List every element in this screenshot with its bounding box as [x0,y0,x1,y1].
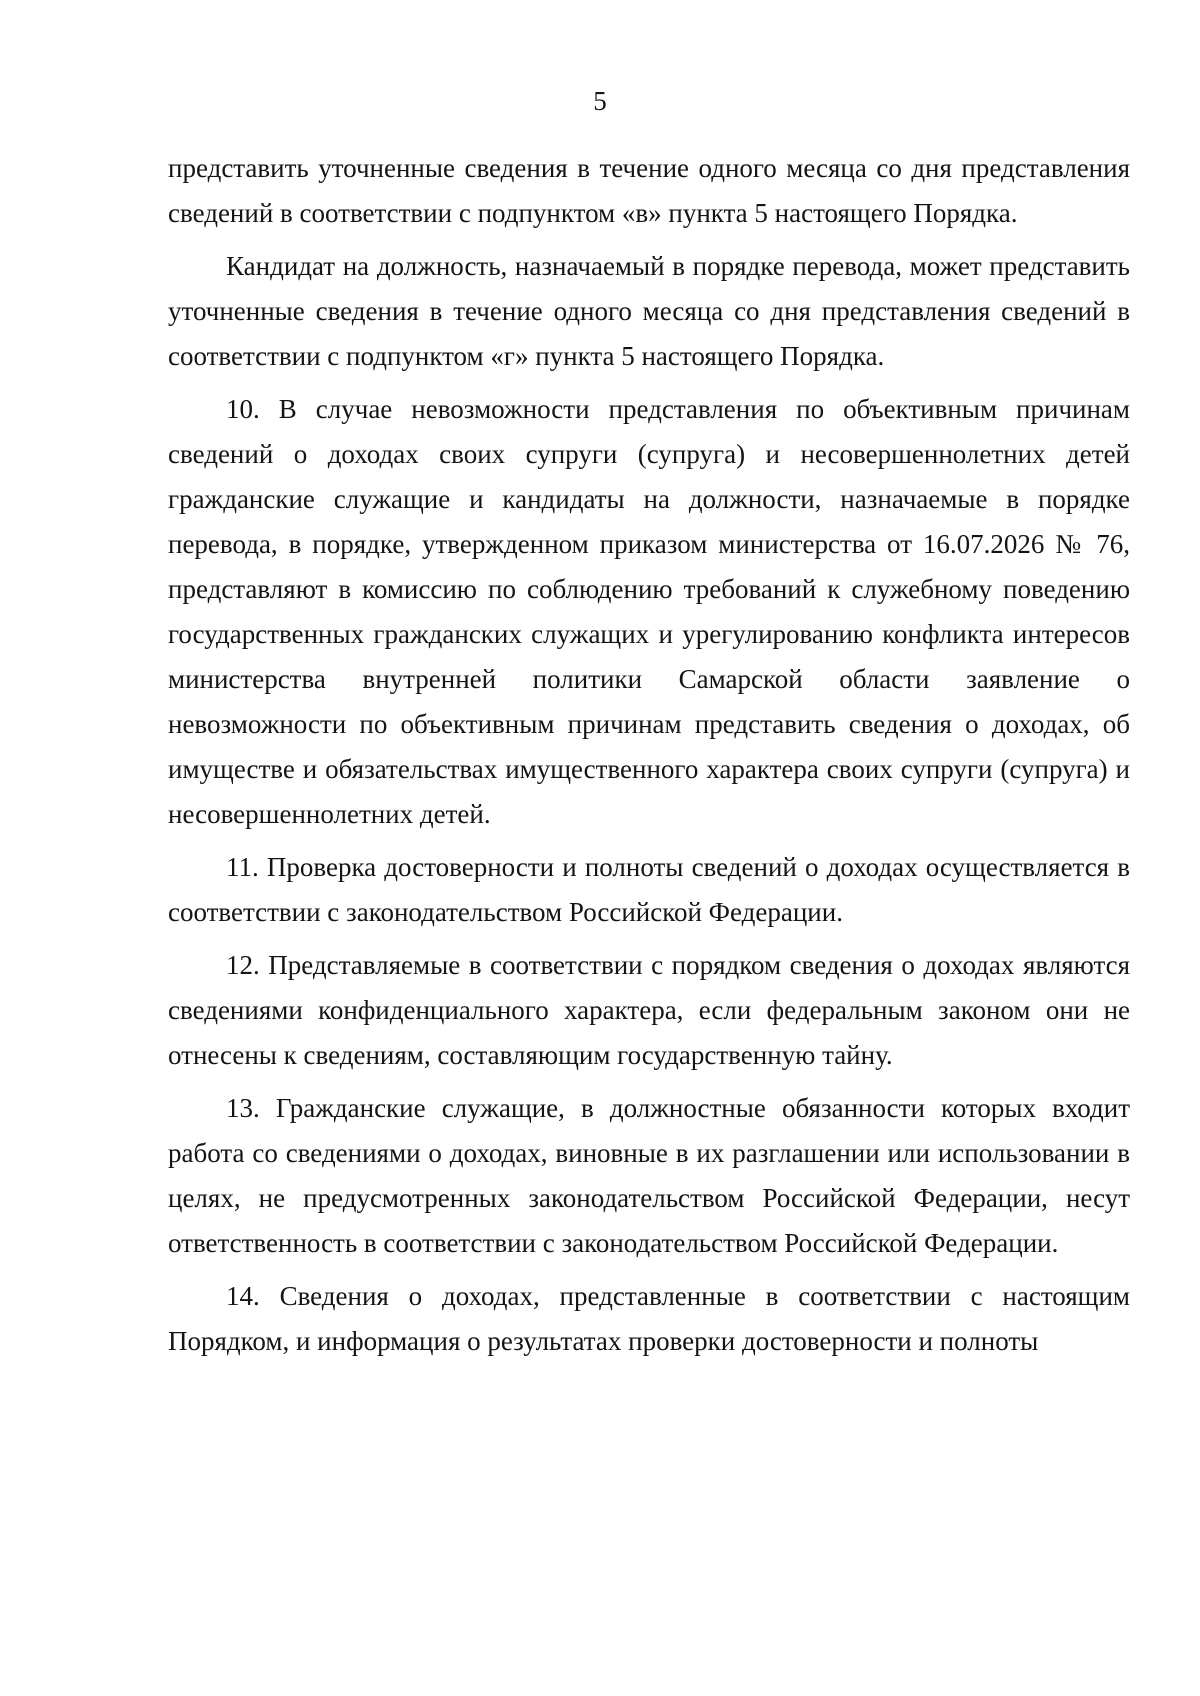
paragraph-11: 11. Проверка достоверности и полноты сведений о доходах осуществляется в соответствии с законодательством Российской Федерации. [168,852,1130,927]
paragraph-candidate: Кандидат на должность, назначаемый в порядке перевода, может представить уточненные сведения в течение одного месяца со дня представления сведений в соответствии с подпунктом «г» пункта 5 настоящего Порядка. [168,251,1130,371]
paragraph-continuation: представить уточненные сведения в течение одного месяца со дня представления сведений в соответствии с подпунктом «в» пункта 5 настоящего Порядка. [168,153,1130,228]
paragraph-10: 10. В случае невозможности представления по объективным причинам сведений о доходах своих супруги (супруга) и несовершеннолетних детей гражданские служащие и кандидаты на должности, назначаемые в порядке перевода, в порядке, утвержденном приказом министерства от 16.07.2026 № 76, представляют в комиссию по соблюдению требований к служебному поведению государственных гражданских служащих и урегулированию конфликта интересов министерства внутренней политики Самарской области заявление о невозможности по объективным причинам представить сведения о доходах, об имуществе и обязательствах имущественного характера своих супруги (супруга) и несовершеннолетних детей. [168,394,1130,829]
paragraph-14: 14. Сведения о доходах, представленные в соответствии с настоящим Порядком, и информация о результатах проверки достоверности и полноты [168,1281,1130,1356]
page-number: 5 [593,86,607,116]
document-body [168,146,1130,1372]
paragraph-12: 12. Представляемые в соответствии с порядком сведения о доходах являются сведениями конфиденциального характера, если федеральным законом они не отнесены к сведениям, составляющим государственную тайну. [168,950,1130,1070]
paragraph-13: 13. Гражданские служащие, в должностные обязанности которых входит работа со сведениями о доходах, виновные в их разглашении или использовании в целях, не предусмотренных законодательством Российской Федерации, несут ответственность в соответствии с законодательством Российской Федерации. [168,1093,1130,1258]
